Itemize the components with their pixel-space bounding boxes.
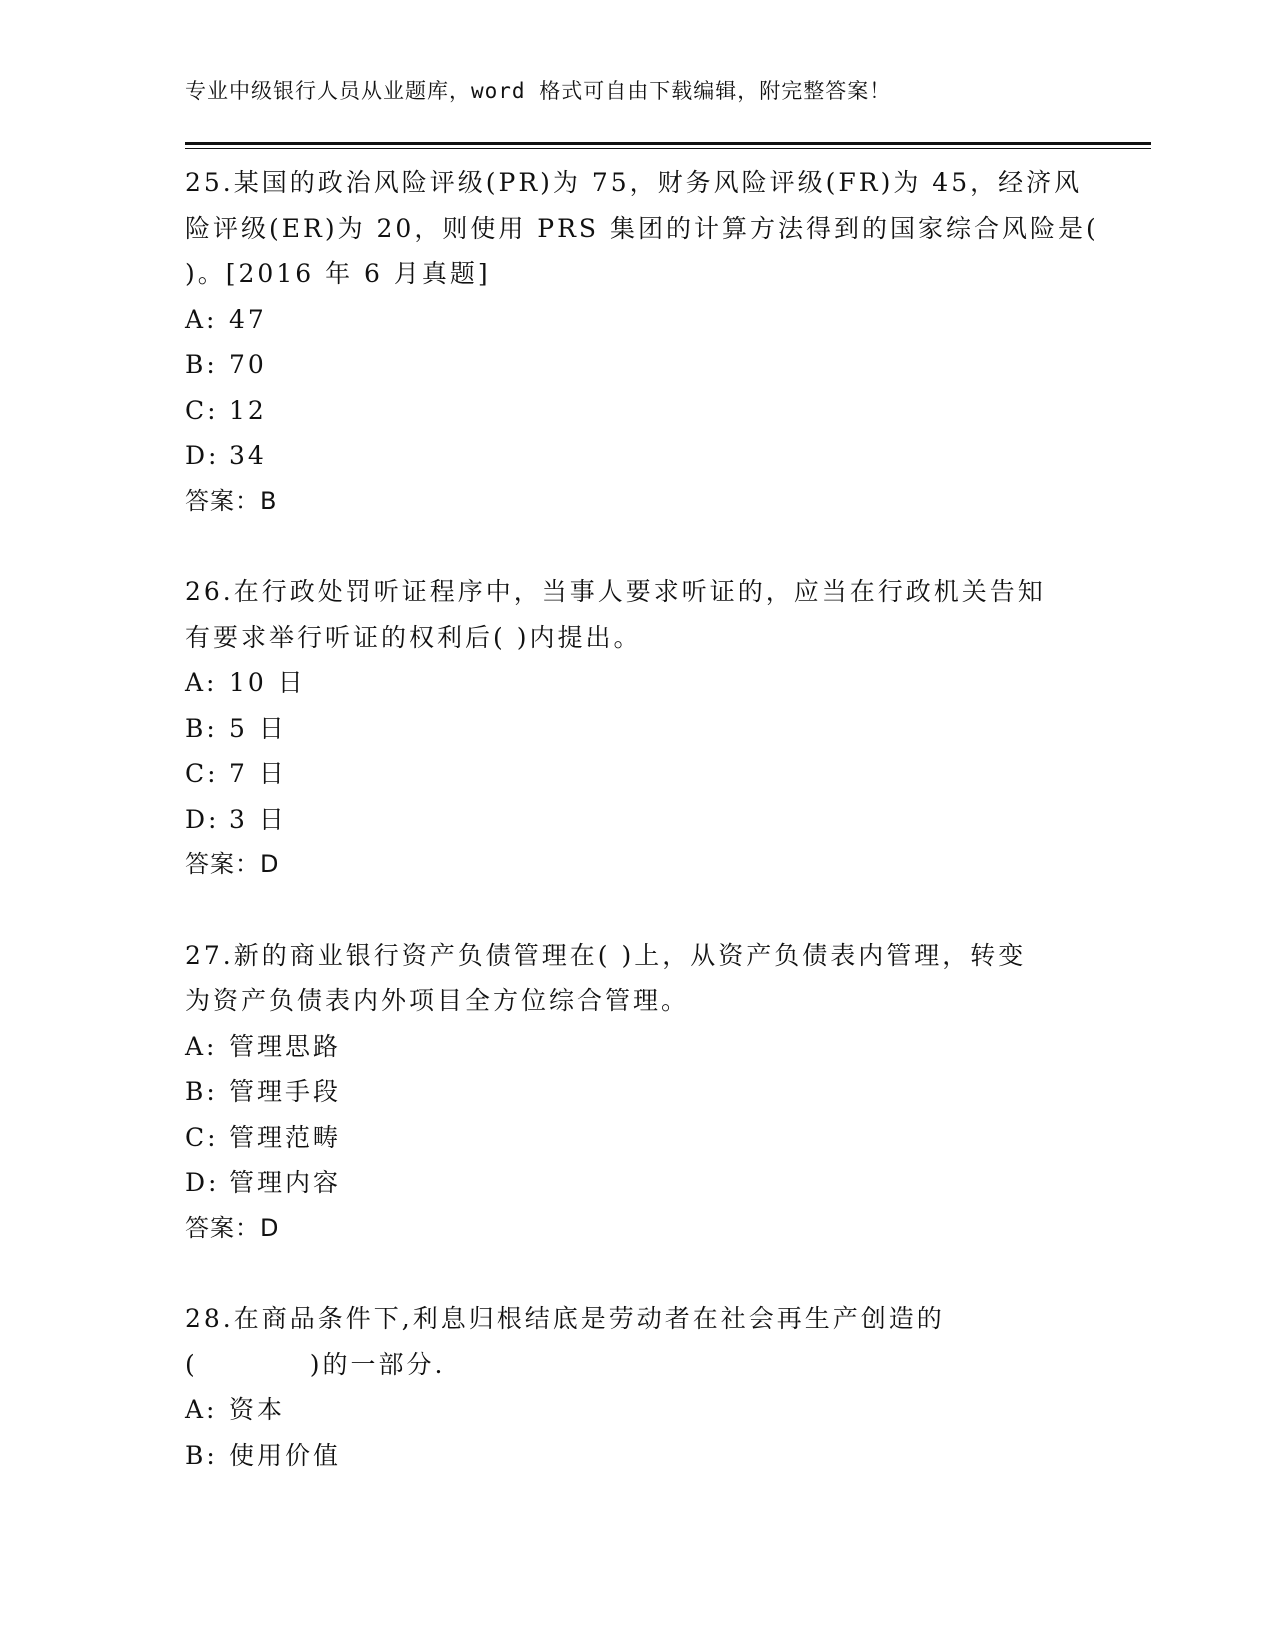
option-list	[185, 297, 1085, 479]
header-rule-thick	[185, 142, 1151, 145]
option-text: 12	[229, 395, 267, 425]
header-rule-thin	[185, 148, 1151, 149]
option-letter: B:	[185, 1077, 218, 1106]
option-text: 3 日	[229, 804, 287, 834]
stem-line: 为资产负债表内外项目全方位综合管理。	[185, 986, 690, 1015]
option-b	[185, 1069, 1085, 1115]
option-list	[185, 660, 1085, 842]
stem-line: 26.在行政处罚听证程序中，当事人要求听证的，应当在行政机关告知	[185, 577, 1046, 606]
option-a	[185, 1024, 1085, 1070]
option-text: 管理思路	[229, 1031, 342, 1061]
option-letter: D:	[185, 804, 220, 834]
option-text: 70	[229, 350, 267, 379]
option-letter: B:	[185, 713, 218, 743]
option-text: 管理范畴	[229, 1122, 342, 1152]
question-25	[185, 160, 1099, 524]
option-d	[185, 1160, 1085, 1206]
question-stem	[185, 160, 1099, 297]
stem-line: ( )的一部分.	[185, 1349, 446, 1379]
option-letter: D:	[185, 1168, 220, 1197]
option-letter: D:	[185, 441, 220, 470]
stem-line: )。[2016 年 6 月真题]	[185, 259, 491, 288]
option-list	[185, 1387, 1085, 1478]
stem-line: 有要求举行听证的权利后( )内提出。	[185, 622, 642, 652]
option-text: 使用价值	[229, 1440, 342, 1470]
option-c	[185, 1115, 1085, 1161]
option-d	[185, 797, 1085, 843]
page-header: 专业中级银行人员从业题库，word 格式可自由下载编辑，附完整答案！	[185, 79, 892, 103]
option-text: 7 日	[229, 759, 287, 788]
question-27	[185, 933, 1085, 1252]
option-letter: A:	[185, 304, 218, 334]
option-letter: C:	[185, 1122, 219, 1152]
question-stem	[185, 933, 1085, 1024]
option-letter: A:	[185, 1031, 218, 1061]
option-b	[185, 706, 1085, 752]
question-26	[185, 569, 1085, 888]
option-letter: C:	[185, 759, 219, 788]
option-b	[185, 342, 1085, 388]
option-text: 资本	[229, 1395, 286, 1424]
option-letter: C:	[185, 395, 219, 425]
option-text: 34	[229, 441, 267, 470]
question-stem	[185, 569, 1085, 660]
option-text: 管理手段	[229, 1077, 342, 1106]
option-a	[185, 297, 1085, 343]
question-list	[185, 160, 1099, 1523]
answer-line: 答案：D	[185, 1213, 280, 1242]
option-text: 10 日	[229, 668, 306, 697]
option-list	[185, 1024, 1085, 1206]
question-stem	[185, 1296, 1085, 1387]
question-28	[185, 1296, 1085, 1478]
stem-line: 25.某国的政治风险评级(PR)为 75，财务风险评级(FR)为 45，经济风	[185, 168, 1083, 197]
option-b	[185, 1433, 1085, 1479]
answer-line: 答案：D	[185, 850, 280, 878]
option-text: 47	[229, 304, 267, 334]
option-letter: B:	[185, 1440, 218, 1470]
option-c	[185, 388, 1085, 434]
stem-line: 28.在商品条件下,利息归根结底是劳动者在社会再生产创造的	[185, 1304, 945, 1333]
option-letter: A:	[185, 668, 218, 697]
answer-line: 答案：B	[185, 486, 278, 515]
option-a	[185, 1387, 1085, 1433]
option-text: 管理内容	[229, 1168, 342, 1197]
option-letter: A:	[185, 1395, 218, 1424]
option-text: 5 日	[229, 713, 287, 743]
option-a	[185, 660, 1085, 706]
stem-line: 险评级(ER)为 20，则使用 PRS 集团的计算方法得到的国家综合风险是(	[185, 213, 1099, 243]
option-d	[185, 433, 1085, 479]
option-c	[185, 751, 1085, 797]
stem-line: 27.新的商业银行资产负债管理在( )上，从资产负债表内管理，转变	[185, 940, 1027, 970]
option-letter: B:	[185, 350, 218, 379]
